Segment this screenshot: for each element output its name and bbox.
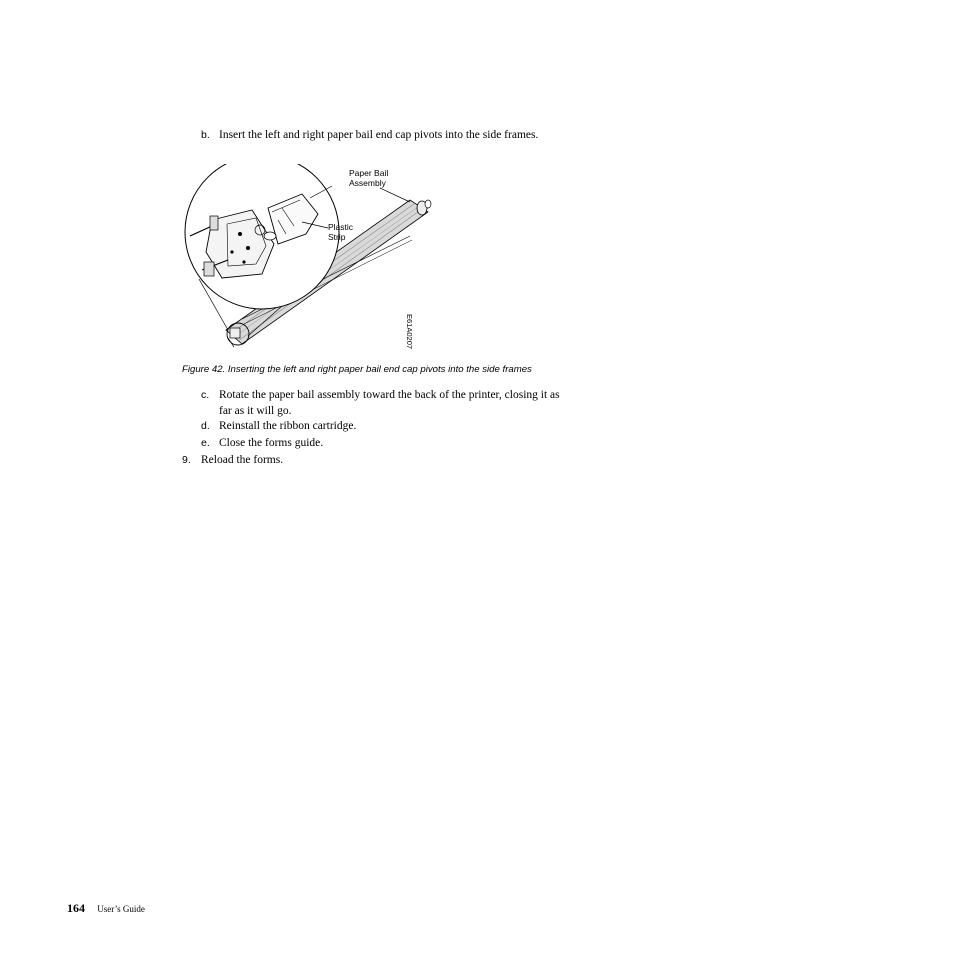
step-marker: b.: [201, 129, 210, 141]
step-text: Reinstall the ribbon cartridge.: [219, 420, 357, 432]
step-text: Reload the forms.: [201, 454, 284, 466]
callout-paper-bail-assembly: Paper Bail Assembly: [349, 168, 389, 188]
paper-bail-diagram: [182, 164, 442, 359]
step-marker: 9.: [182, 454, 191, 466]
step-text: Insert the left and right paper bail end cap pivots into the side frames.: [219, 129, 539, 141]
step-marker: e.: [201, 437, 210, 449]
book-title: User’s Guide: [97, 904, 145, 914]
figure-code: E61A0207: [405, 314, 414, 350]
callout-plastic-strip: Plastic Strip: [328, 222, 354, 242]
step-text-line-1: Rotate the paper bail assembly toward the back of the printer, closing it as: [219, 389, 560, 401]
page-footer: [67, 901, 145, 916]
figure-caption: Figure 42. Inserting the left and right paper bail end cap pivots into the side frames: [182, 364, 532, 375]
page-number: 164: [67, 901, 85, 915]
step-text: Close the forms guide.: [219, 437, 324, 449]
step-text-line-2: far as it will go.: [219, 405, 292, 417]
step-marker: d.: [201, 420, 210, 432]
step-marker: c.: [201, 389, 210, 401]
figure-42-illustration: [182, 164, 442, 359]
leader-paper-bail: [380, 188, 410, 202]
